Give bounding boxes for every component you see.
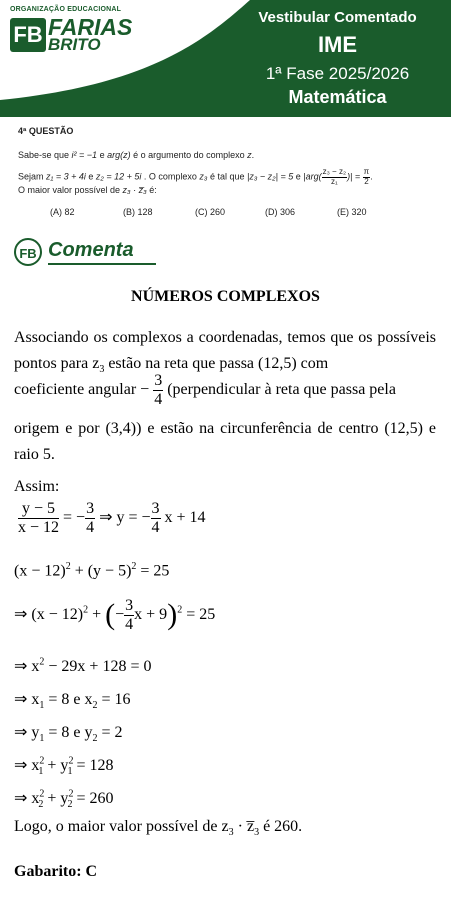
equation-5: ⇒ $x_1 = 8$ e $x_2 = 16$ bbox=[14, 691, 131, 712]
comenta-underline bbox=[48, 263, 156, 265]
section-title: NÚMEROS COMPLEXOS bbox=[131, 288, 320, 305]
logo-word-farias: FARIAS bbox=[48, 14, 133, 40]
option-d: (D) 306 bbox=[265, 207, 296, 217]
header-banner bbox=[0, 0, 451, 117]
equation-3: ⇒ $(x - 12)^2$ + (− $\frac{3}{4}$ x + 9)$^2$ = 25 bbox=[14, 597, 216, 633]
equation-2: $(x - 12)^2 + (y - 5)^2 = 25$ bbox=[14, 561, 170, 580]
body-paragraph-3: origem e por (3,4)) e estão na circunferência de centro (12,5) e raio 5. bbox=[14, 420, 436, 463]
header-line-2: IME bbox=[317, 32, 358, 57]
equation-8: ⇒ $x^2_2 + y^2_2 = 260$ bbox=[14, 788, 114, 811]
question-line-3: O maior valor possível de z₃ · z̅₃ é: bbox=[18, 185, 157, 195]
assim-label: Assim: bbox=[14, 478, 60, 495]
body-paragraph-1: Associando os complexos a coordenadas, temos que os possíveis pontos para $z_3$ estão na reta que passa (12,5) com bbox=[14, 329, 436, 376]
conclusion-line: Logo, o maior valor possível de $z_3$ · $z̅_3$ é 260. bbox=[14, 818, 303, 839]
equation-7: ⇒ $x^2_1 + y^2_1 = 128$ bbox=[14, 755, 114, 778]
option-c: (C) 260 bbox=[195, 207, 226, 217]
equation-4: ⇒ $x^2 - 29x + 128 = 0$ bbox=[14, 656, 152, 675]
logo-mark: FB bbox=[10, 18, 46, 52]
comenta-label: Comenta bbox=[48, 239, 134, 261]
question-line-1: Sabe-se que i² = −1 e arg(z) é o argumento do complexo z. bbox=[18, 150, 255, 160]
equation-1: $\frac{y - 5}{x - 12}$ = − $\frac{3}{4}$ ⇒ y = − $\frac{3}{4}$ x + 14 bbox=[18, 500, 206, 536]
org-label: ORGANIZAÇÃO EDUCACIONAL bbox=[10, 6, 122, 13]
body-paragraph-2: coeficiente angular − $\frac{3}{4}$ (perpendicular à reta que passa pela bbox=[14, 372, 396, 408]
option-b: (B) 128 bbox=[123, 207, 153, 217]
comenta-logo-icon: FB bbox=[14, 238, 42, 266]
header-line-1: Vestibular Comentado bbox=[258, 9, 417, 26]
answer-key: Gabarito: C bbox=[14, 863, 98, 880]
header-line-3: 1ª Fase 2025/2026 bbox=[265, 64, 410, 83]
option-e: (E) 320 bbox=[337, 207, 367, 217]
question-line-2: Sejam z₁ = 3 + 4i e z₂ = 12 + 5i . O complexo z₃ é tal que |z₃ − z₂| = 5 e |arg( $\frac{\text{z₃ − z₂}}{\text{z₁}}$ )| = $\frac{\pi}{2}$ . bbox=[18, 167, 373, 186]
header-line-4: Matemática bbox=[288, 87, 387, 107]
question-title: 4ª QUESTÃO bbox=[18, 126, 74, 136]
equation-6: ⇒ $y_1 = 8$ e $y_2 = 2$ bbox=[14, 724, 123, 745]
logo-word-brito: BRITO bbox=[48, 35, 101, 54]
option-a: (A) 82 bbox=[50, 207, 75, 217]
